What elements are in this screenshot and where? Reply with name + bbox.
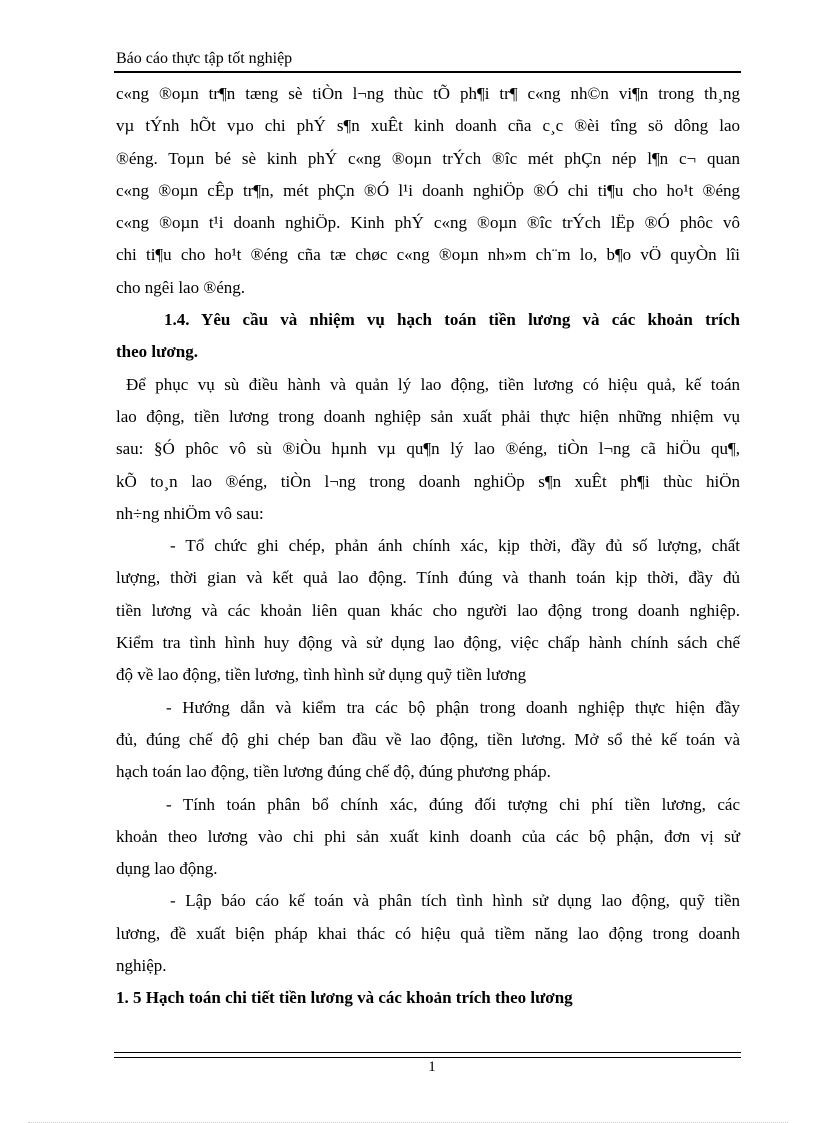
page-number: 1 <box>428 1059 436 1075</box>
text-line: Kiểm tra tình hình huy động và sử dụng lao động, việc chấp hành chính sách chế <box>116 633 740 653</box>
text-line: dụng lao động. <box>116 859 218 879</box>
text-line: c«ng ®oµn cÊp tr¶n, mét phÇn ®Ó l¹i doanh nghiÖp ®Ó chi ti¶u cho ho¹t ®éng <box>116 180 740 200</box>
section-heading-1-4-cont: theo lương. <box>116 342 198 362</box>
text-line: c«ng ®oµn t¹i doanh nghiÖp. Kinh phÝ c«ng ®oµn ®îc trÝch lËp ®Ó phôc vô <box>116 213 740 233</box>
text-line: vµ tÝnh hÕt vµo chi phÝ s¶n xuÊt kinh doanh cña c¸c ®èi tîng sö dông lao <box>116 116 740 136</box>
text-line: kÕ to¸n lao ®éng, tiÒn l¬ng trong doanh nghiÖp s¶n xuÊt ph¶i thùc hiÖn <box>116 471 740 491</box>
section-heading-1-5: 1. 5 Hạch toán chi tiết tiền lương và các khoản trích theo lương <box>116 988 573 1008</box>
bullet-item: - Lập báo cáo kế toán và phân tích tình hình sử dụng lao động, quỹ tiền <box>170 891 740 911</box>
bullet-item: - Tổ chức ghi chép, phản ánh chính xác, kịp thời, đầy đủ số lượng, chất <box>170 536 740 556</box>
text-line: hạch toán lao động, tiền lương đúng chế độ, đúng phương pháp. <box>116 762 551 782</box>
text-line: lao động, tiền lương trong doanh nghiệp sản xuất phải thực hiện những nhiệm vụ <box>116 406 740 426</box>
text-line: nh÷ng nhiÖm vô sau: <box>116 503 264 523</box>
bullet-item: - Tính toán phân bổ chính xác, đúng đối tượng chi phí tiền lương, các <box>166 794 740 814</box>
header-divider <box>114 71 741 73</box>
text-line: độ về lao động, tiền lương, tình hình sử dụng quỹ tiền lương <box>116 665 527 685</box>
text-line: đủ, đúng chế độ ghi chép ban đầu về lao động, tiền lương. Mở sổ thẻ kế toán và <box>116 729 740 749</box>
text-line: chi ti¶u cho ho¹t ®éng cña tæ chøc c«ng ®oµn nh»m ch¨m lo, b¶o vÖ quyÒn lîi <box>116 245 740 265</box>
text-line: khoản theo lương vào chi phi sản xuất kinh doanh của các bộ phận, đơn vị sử <box>116 826 740 846</box>
page-header-title: Báo cáo thực tập tốt nghiệp <box>116 50 293 67</box>
text-line: lượng, thời gian và kết quả lao động. Tính đúng và thanh toán kịp thời, đầy đủ <box>116 568 740 588</box>
text-line: ®éng. Toµn bé sè kinh phÝ c«ng ®oµn trÝch ®îc mét phÇn nép l¶n c¬ quan <box>116 148 740 168</box>
text-line: c«ng ®oµn tr¶n tæng sè tiÒn l¬ng thùc tÕ ph¶i tr¶ c«ng nh©n vi¶n trong th¸ng <box>116 84 740 103</box>
text-line: nghiệp. <box>116 956 167 976</box>
text-line: sau: §Ó phôc vô sù ®iÒu hµnh vµ qu¶n lý lao ®éng, tiÒn l¬ng cã hiÖu qu¶, <box>116 439 740 459</box>
text-line: tiền lương và các khoản liên quan khác cho người lao động trong doanh nghiệp. <box>116 600 740 620</box>
text-line: cho ngêi lao ®éng. <box>116 277 246 297</box>
document-body <box>116 78 740 1015</box>
bullet-item: - Hướng dẫn và kiểm tra các bộ phận trong doanh nghiệp thực hiện đầy <box>166 697 740 717</box>
text-line: Để phục vụ sù điều hành và quản lý lao động, tiền lương có hiệu quả, kế toán <box>126 374 740 394</box>
section-heading-1-4: 1.4. Yêu cầu và nhiệm vụ hạch toán tiền lương và các khoản trích <box>164 310 740 330</box>
text-line: lương, đề xuất biện pháp khai thác có hiệu quả tiềm năng lao động trong doanh <box>116 923 740 943</box>
